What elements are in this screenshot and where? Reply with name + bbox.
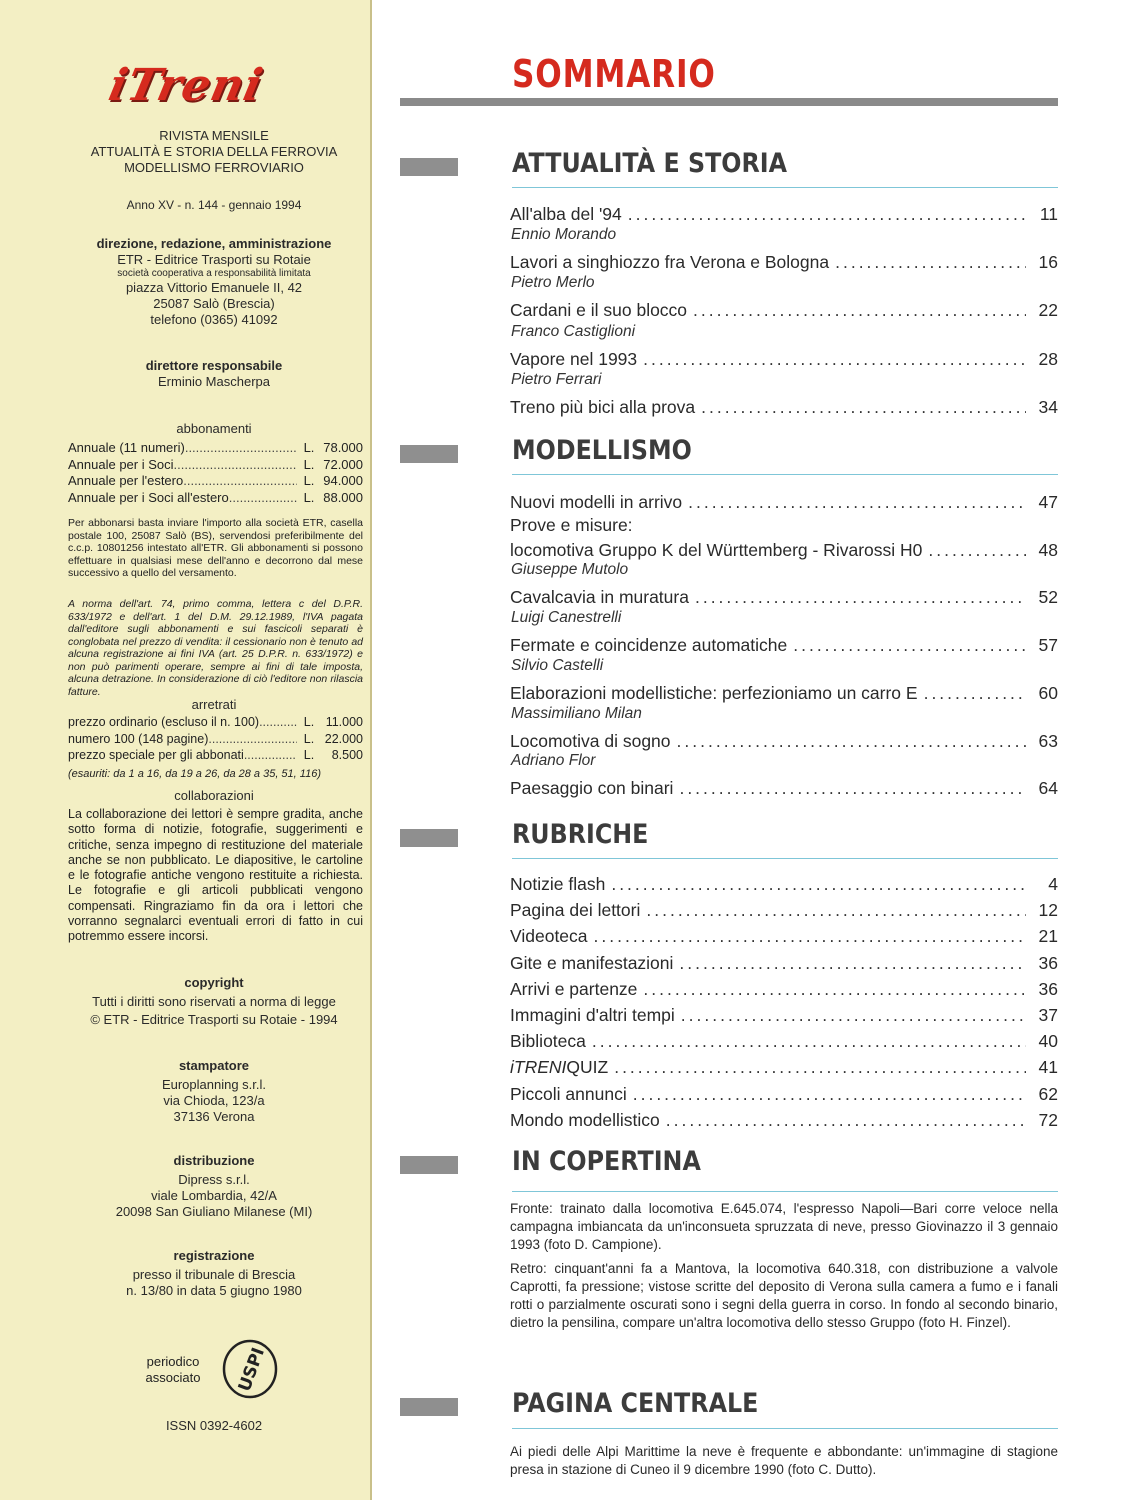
toc-entry [510, 1109, 1058, 1131]
toc-title: Biblioteca [510, 1031, 586, 1052]
toc-title: Lavori a singhiozzo fra Verona e Bologna [510, 252, 830, 273]
toc-row [510, 396, 1058, 418]
toc-row [510, 203, 1058, 225]
price-value: 22.000 [324, 731, 363, 746]
copyright-line: © ETR - Editrice Trasporti su Rotaie - 1994 [90, 1012, 338, 1027]
toc-entry [510, 348, 1058, 370]
leader-dots [643, 978, 1026, 1000]
leader-dots [695, 586, 1026, 608]
stampatore-title: stampatore [178, 1058, 250, 1073]
toc-row [510, 1056, 1058, 1078]
copyright-line: Tutti i diritti sono riservati a norma di legge [92, 994, 336, 1009]
price-value: 8.500 [331, 748, 363, 762]
toc-entry [510, 251, 1058, 273]
toc-entry [510, 952, 1058, 974]
toc-title: Paesaggio con binari [510, 778, 674, 799]
toc-entry [510, 978, 1058, 1000]
leader-dots [693, 299, 1026, 321]
price-currency: L. [303, 456, 315, 472]
toc-page: 40 [1038, 1031, 1058, 1052]
distribuzione-block [60, 1153, 368, 1220]
price-row [68, 731, 363, 748]
leader-dots [183, 473, 297, 490]
leader-dots [928, 539, 1026, 561]
title-underline [400, 98, 1058, 106]
toc-entry [510, 777, 1058, 799]
toc-title: Videoteca [510, 926, 588, 947]
leader-dots [681, 1004, 1026, 1026]
collaborazioni-text: La collaborazione dei lettori è sempre gradita, anche sotto forma di notizie, fotografie, suggerimenti e critiche, senza impegno di restituzione del materiale anche se non pubblicato. Le diapositive, le cartoline e le fotografie antiche vengono restituite a richiesta. Le fotografie e gli articoli pubblicati vengono compensati. Ringraziamo fin da ora i lettori che vorranno segnalarci eventuali errori di fatto in cui potremmo essere incorsi. [68, 807, 363, 944]
abbonamenti-table [68, 440, 363, 506]
leader-dots [793, 634, 1026, 656]
periodico-line: periodico [146, 1354, 200, 1369]
toc-entry [510, 491, 1058, 513]
toc-entry [510, 925, 1058, 947]
toc-title: Immagini d'altri tempi [510, 1005, 675, 1025]
abbonamenti-title: abbonamenti [176, 421, 252, 436]
toc-entry [510, 586, 1058, 608]
toc-title: Pagina dei lettori [510, 900, 641, 921]
toc-title: All'alba del '94 [510, 204, 622, 224]
distribuzione-line: viale Lombardia, 42/A [151, 1188, 277, 1203]
page-title: SOMMARIO [512, 52, 716, 96]
leader-dots [677, 730, 1026, 752]
section-title-centrale: PAGINA CENTRALE [512, 1388, 759, 1419]
publisher-address: piazza Vittorio Emanuele II, 42 [125, 280, 303, 295]
toc-title: Nuovi modelli in arrivo [510, 492, 683, 512]
distribuzione-line: Dipress s.r.l. [178, 1172, 250, 1187]
registrazione-line: n. 13/80 in data 5 giugno 1980 [126, 1283, 302, 1298]
toc-row [510, 952, 1058, 974]
toc-page: 34 [1038, 396, 1058, 417]
stampatore-block [60, 1058, 368, 1125]
toc-page: 63 [1038, 730, 1058, 751]
price-label: numero 100 (148 pagine) [68, 731, 209, 746]
direzione-block [60, 236, 368, 328]
toc-row [510, 491, 1058, 513]
leader-dots [614, 1056, 1026, 1078]
direttore-title: direttore responsabile [145, 358, 283, 373]
toc-entry [510, 1056, 1058, 1078]
leader-dots [229, 490, 297, 507]
toc-entry [510, 396, 1058, 418]
centrale-text: Ai piedi delle Alpi Marittime la neve è frequente e abbondante: un'immagine di stagione presa in stazione di Cuneo il 9 dicembre 1990 (foto C. Dutto). [510, 1444, 1058, 1477]
toc-row [510, 777, 1058, 799]
toc-entry [510, 634, 1058, 656]
toc-title: Piccoli annunci [510, 1083, 627, 1104]
article-author: Silvio Castelli [511, 656, 604, 674]
toc-row [510, 1004, 1058, 1026]
toc-row [510, 539, 1058, 561]
tagline-line: MODELLISMO FERROVIARIO [124, 160, 304, 175]
toc-title: Mondo modellistico [510, 1109, 660, 1130]
toc-entry [510, 299, 1058, 321]
toc-title: Vapore nel 1993 [510, 348, 638, 369]
leader-dots [628, 203, 1026, 225]
toc-title: Locomotiva di sogno [510, 730, 671, 751]
toc-title: Gite e manifestazioni [510, 952, 674, 973]
arretrati-title: arretrati [191, 697, 237, 712]
price-label: prezzo speciale per gli abbonati [68, 748, 244, 762]
column-divider [370, 0, 372, 1500]
price-currency: L. [303, 473, 315, 488]
toc-title [510, 1056, 608, 1078]
toc-row [510, 730, 1058, 752]
periodico-line: associato [145, 1370, 201, 1385]
abbonamenti-note: Per abbonarsi basta inviare l'importo alla società ETR, casella postale 100, 25087 Salò (BS), servendosi preferibilmente del c.c.p. 10801256 intestato all'ETR. Gli abbonamenti si possono effettuare in qualsiasi mese dell'anno e decorrono dal mese successivo a quello del versamento. [68, 517, 363, 579]
leader-dots [924, 682, 1026, 704]
price-label: Annuale per l'estero [68, 473, 184, 488]
toc-entry [510, 1004, 1058, 1026]
toc-entry [510, 1030, 1058, 1052]
price-value: 11.000 [325, 715, 363, 729]
toc-page: 57 [1038, 635, 1058, 656]
section-title-rubriche: RUBRICHE [512, 819, 649, 850]
price-row [68, 473, 363, 490]
article-author: Giuseppe Mutolo [511, 561, 629, 579]
leader-dots [835, 251, 1026, 273]
section-marker [400, 1156, 458, 1174]
toc-entry [510, 730, 1058, 752]
stampatore-line: Europlanning s.r.l. [161, 1077, 267, 1092]
toc-title-text: QUIZ [566, 1057, 609, 1078]
masthead-column [0, 0, 372, 1500]
leader-dots [259, 714, 297, 731]
publisher-city: 25087 Salò (Brescia) [153, 296, 275, 311]
uspi-text: USPI [234, 1345, 269, 1395]
article-author: Massimiliano Milan [511, 704, 642, 722]
toc-page: 48 [1038, 539, 1058, 560]
price-currency: L. [303, 748, 315, 762]
section-divider [512, 1191, 1058, 1192]
article-author: Luigi Canestrelli [511, 609, 622, 627]
toc-row [510, 348, 1058, 370]
toc-entry [510, 1083, 1058, 1105]
section-divider [512, 187, 1058, 188]
price-label: Annuale per i Soci all'estero [68, 489, 229, 505]
leader-dots [666, 1109, 1026, 1131]
price-row [68, 490, 363, 507]
price-label: Annuale (11 numeri) [68, 440, 185, 455]
toc-entry [510, 873, 1058, 895]
leader-dots [174, 457, 297, 474]
price-label: Annuale per i Soci [68, 456, 174, 472]
toc-entry [510, 899, 1058, 921]
leader-dots [679, 952, 1026, 974]
toc-row [510, 873, 1058, 895]
distribuzione-line: 20098 San Giuliano Milanese (MI) [115, 1204, 313, 1219]
toc-page: 37 [1038, 1005, 1058, 1025]
itreni-logo [104, 60, 305, 111]
logo-text: iTreni [104, 60, 268, 111]
article-kicker: Prove e misure: [510, 514, 633, 535]
toc-page: 41 [1038, 1057, 1058, 1078]
toc-page: 36 [1038, 952, 1058, 973]
price-row [68, 747, 363, 764]
toc-entry [510, 682, 1058, 704]
esauriti-note: (esauriti: da 1 a 16, da 19 a 26, da 28 a 35, 51, 116) [68, 768, 321, 780]
toc-title: Cardani e il suo blocco [510, 300, 688, 321]
toc-row [510, 1030, 1058, 1052]
tagline [60, 128, 368, 176]
price-currency: L. [303, 731, 315, 746]
tagline-line: RIVISTA MENSILE [159, 128, 269, 143]
toc-page: 64 [1038, 778, 1058, 799]
publisher-name: ETR - Editrice Trasporti su Rotaie [117, 252, 311, 267]
price-row [68, 457, 363, 474]
leader-dots [592, 1030, 1026, 1052]
section-divider [512, 1428, 1058, 1429]
toc-entry [510, 539, 1058, 561]
toc-title: Treno più bici alla prova [510, 396, 696, 417]
section-title-attualita: ATTUALITÀ E STORIA [512, 148, 788, 179]
price-currency: L. [303, 489, 315, 505]
leader-dots [594, 925, 1026, 947]
price-label: prezzo ordinario (escluso il n. 100) [68, 715, 260, 729]
copertina-fronte: Fronte: trainato dalla locomotiva E.645.074, l'espresso Napoli—Bari corre veloce nella campagna imbiancata da un'inconsueta spruzzata di neve, presso Giovinazzo il 3 gennaio 1993 (foto D. Campione). [510, 1201, 1058, 1252]
leader-dots [185, 440, 297, 457]
toc-title: Fermate e coincidenze automatiche [510, 635, 788, 656]
copertina-retro: Retro: cinquant'anni fa a Mantova, la locomotiva 640.318, con distribuzione a valvole Caprotti, fa pressione; vistose scritte del deposito di Verona sulla camera a fumo e i fanali rotti o parzialmente oscurati sono i segni della guerra in corso. In fondo al secondo binario, dietro la pensilina, compare un'altra locomotiva dello stesso Gruppo (foto H. Finzel). [510, 1261, 1058, 1330]
toc-row [510, 899, 1058, 921]
toc-page: 62 [1038, 1083, 1058, 1104]
registrazione-block [60, 1248, 368, 1299]
direttore-name: Erminio Mascherpa [158, 374, 270, 389]
price-value: 88.000 [323, 489, 363, 505]
section-marker [400, 445, 458, 463]
toc-row [510, 251, 1058, 273]
article-author: Franco Castiglioni [511, 322, 636, 340]
price-value: 94.000 [323, 473, 363, 488]
stampatore-line: via Chioda, 123/a [163, 1093, 265, 1108]
tagline-line: ATTUALITÀ E STORIA DELLA FERROVIA [90, 144, 338, 159]
direttore-block [60, 358, 368, 390]
toc-page: 16 [1038, 252, 1058, 273]
leader-dots [611, 873, 1026, 895]
section-divider [512, 858, 1058, 859]
leader-dots [208, 731, 297, 748]
section-marker [400, 158, 458, 176]
toc-row [510, 978, 1058, 1000]
toc-page: 22 [1038, 300, 1058, 321]
leader-dots [633, 1083, 1026, 1105]
registrazione-title: registrazione [173, 1248, 255, 1263]
toc-title: Elaborazioni modellistiche: perfezioniamo un carro E [510, 682, 918, 703]
article-author: Ennio Morando [511, 226, 617, 244]
toc-title: Cavalcavia in muratura [510, 587, 689, 608]
publisher-type: società cooperativa a responsabilità limitata [117, 268, 311, 279]
toc-page: 60 [1038, 682, 1058, 703]
distribuzione-title: distribuzione [173, 1153, 255, 1168]
price-currency: L. [303, 715, 315, 729]
registrazione-line: presso il tribunale di Brescia [132, 1267, 296, 1282]
leader-dots [701, 396, 1026, 418]
leader-dots [679, 777, 1026, 799]
toc-row [510, 682, 1058, 704]
section-title-modellismo: MODELLISMO [512, 435, 692, 466]
toc-row [510, 925, 1058, 947]
leader-dots [643, 348, 1026, 370]
toc-row [510, 1083, 1058, 1105]
toc-row [510, 586, 1058, 608]
toc-page: 36 [1038, 978, 1058, 999]
arretrati-table [68, 714, 363, 764]
toc-page: 28 [1038, 348, 1058, 369]
stampatore-line: 37136 Verona [173, 1109, 255, 1124]
article-author: Adriano Flor [511, 752, 596, 770]
leader-dots [244, 747, 297, 764]
collaborazioni-title: collaborazioni [174, 788, 254, 803]
leader-dots [646, 899, 1026, 921]
toc-title-italic: iTRENI [510, 1057, 567, 1078]
iva-note: A norma dell'art. 74, primo comma, lettera c del D.P.R. 633/1972 e dell'art. 1 del D.M. 29.12.1989, l'IVA pagata dall'editore sugli abbonamenti e sui fascicoli separati è conglobata nel prezzo di vendita: il cessionario non è tenuto ad alcuna registrazione ai fini IVA (art. 25 D.P.R. n. 633/1972) e non può parimenti operare, sempre ai fini di tale imposta, alcuna detrazione. In considerazione di ciò l'editore non rilascia fatture. [68, 598, 363, 698]
price-row [68, 714, 363, 731]
issue-info: Anno XV - n. 144 - gennaio 1994 [126, 198, 302, 212]
toc-entry [510, 203, 1058, 225]
periodico-label [138, 1354, 208, 1386]
toc-page: 52 [1038, 587, 1058, 608]
toc-row [510, 299, 1058, 321]
toc-page: 12 [1038, 900, 1058, 921]
direzione-title: direzione, redazione, amministrazione [96, 236, 332, 251]
toc-page: 11 [1039, 204, 1058, 224]
leader-dots [688, 491, 1026, 513]
toc-page: 47 [1038, 492, 1058, 512]
uspi-seal-icon [222, 1339, 278, 1399]
toc-title: locomotiva Gruppo K del Württemberg - Rivarossi H0 [510, 539, 923, 560]
section-divider [512, 474, 1058, 475]
publisher-phone: telefono (0365) 41092 [150, 312, 278, 327]
toc-title: Notizie flash [510, 874, 606, 894]
article-author: Pietro Ferrari [511, 370, 602, 388]
article-author: Pietro Merlo [511, 274, 595, 292]
price-value: 72.000 [323, 456, 363, 472]
toc-page: 72 [1038, 1109, 1058, 1130]
copyright-title: copyright [184, 975, 244, 990]
copyright-block [60, 975, 368, 1028]
section-title-copertina: IN COPERTINA [512, 1146, 701, 1177]
section-marker [400, 829, 458, 847]
toc-page: 4 [1048, 874, 1058, 894]
toc-title: Arrivi e partenze [510, 978, 638, 999]
toc-row [510, 634, 1058, 656]
price-value: 78.000 [323, 440, 363, 455]
price-row [68, 440, 363, 457]
price-currency: L. [303, 440, 315, 455]
toc-row [510, 1109, 1058, 1131]
toc-page: 21 [1038, 926, 1058, 947]
issn: ISSN 0392-4602 [165, 1418, 263, 1433]
section-marker [400, 1398, 458, 1416]
